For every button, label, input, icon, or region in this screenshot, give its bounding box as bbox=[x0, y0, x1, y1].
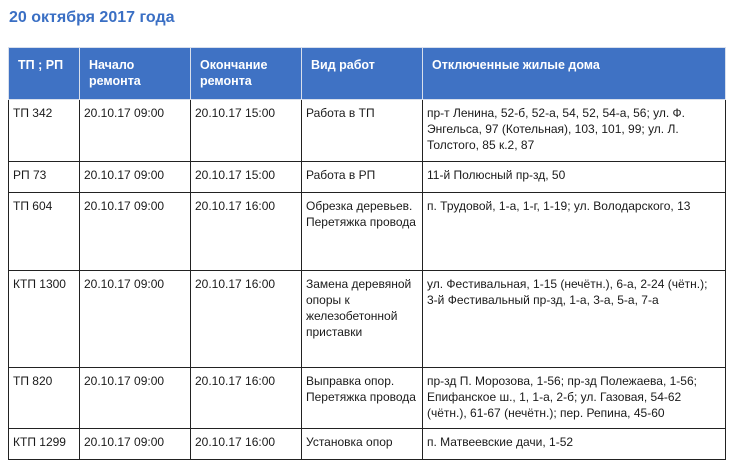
cell-substation: ТП 604 bbox=[9, 193, 80, 271]
cell-substation: КТП 1300 bbox=[9, 271, 80, 368]
cell-work-type: Обрезка деревьев. Перетяжка провода bbox=[302, 193, 423, 271]
cell-houses: п. Матвеевские дачи, 1-52 bbox=[423, 429, 726, 460]
cell-start: 20.10.17 09:00 bbox=[80, 368, 191, 429]
table-row bbox=[9, 193, 726, 271]
cell-houses: п. Трудовой, 1-а, 1-г, 1-19; ул. Володарского, 13 bbox=[423, 193, 726, 271]
cell-end: 20.10.17 16:00 bbox=[191, 429, 302, 460]
cell-substation: ТП 820 bbox=[9, 368, 80, 429]
cell-start: 20.10.17 09:00 bbox=[80, 429, 191, 460]
header-end: Окончание ремонта bbox=[191, 48, 302, 100]
table-row bbox=[9, 368, 726, 429]
cell-start: 20.10.17 09:00 bbox=[80, 100, 191, 162]
cell-substation: ТП 342 bbox=[9, 100, 80, 162]
cell-end: 20.10.17 16:00 bbox=[191, 368, 302, 429]
cell-start: 20.10.17 09:00 bbox=[80, 271, 191, 368]
cell-start: 20.10.17 09:00 bbox=[80, 162, 191, 193]
table-header-row bbox=[9, 48, 726, 100]
cell-end: 20.10.17 16:00 bbox=[191, 271, 302, 368]
cell-houses: ул. Фестивальная, 1-15 (нечётн.), 6-а, 2-24 (чётн.); 3-й Фестивальный пр-зд, 1-а, 3-а, 5-а, 7-а bbox=[423, 271, 726, 368]
page-title: 20 октября 2017 года bbox=[9, 9, 175, 26]
cell-work-type: Работа в ТП bbox=[302, 100, 423, 162]
cell-work-type: Замена деревяной опоры к железобетонной приставки bbox=[302, 271, 423, 368]
table-row bbox=[9, 100, 726, 162]
cell-end: 20.10.17 15:00 bbox=[191, 162, 302, 193]
header-houses: Отключенные жилые дома bbox=[423, 48, 726, 100]
cell-start: 20.10.17 09:00 bbox=[80, 193, 191, 271]
cell-work-type: Выправка опор. Перетяжка провода bbox=[302, 368, 423, 429]
header-work-type: Вид работ bbox=[302, 48, 423, 100]
table-row bbox=[9, 429, 726, 460]
header-substation: ТП ; РП bbox=[9, 48, 80, 100]
cell-substation: КТП 1299 bbox=[9, 429, 80, 460]
cell-end: 20.10.17 16:00 bbox=[191, 193, 302, 271]
cell-houses: 11-й Полюсный пр-зд, 50 bbox=[423, 162, 726, 193]
cell-work-type: Установка опор bbox=[302, 429, 423, 460]
cell-work-type: Работа в РП bbox=[302, 162, 423, 193]
outage-schedule-table bbox=[8, 47, 726, 460]
cell-substation: РП 73 bbox=[9, 162, 80, 193]
table-row bbox=[9, 162, 726, 193]
cell-houses: пр-зд П. Морозова, 1-56; пр-зд Полежаева, 1-56; Епифанское ш., 1, 1-а, 2-б; ул. Газовая, 54-62 (чётн.), 61-67 (нечётн.); пер. Репина, 45-60 bbox=[423, 368, 726, 429]
header-start: Начало ремонта bbox=[80, 48, 191, 100]
cell-houses: пр-т Ленина, 52-б, 52-а, 54, 52, 54-а, 56; ул. Ф. Энгельса, 97 (Котельная), 103, 101, 99; ул. Л. Толстого, 85 к.2, 87 bbox=[423, 100, 726, 162]
table-row bbox=[9, 271, 726, 368]
cell-end: 20.10.17 15:00 bbox=[191, 100, 302, 162]
